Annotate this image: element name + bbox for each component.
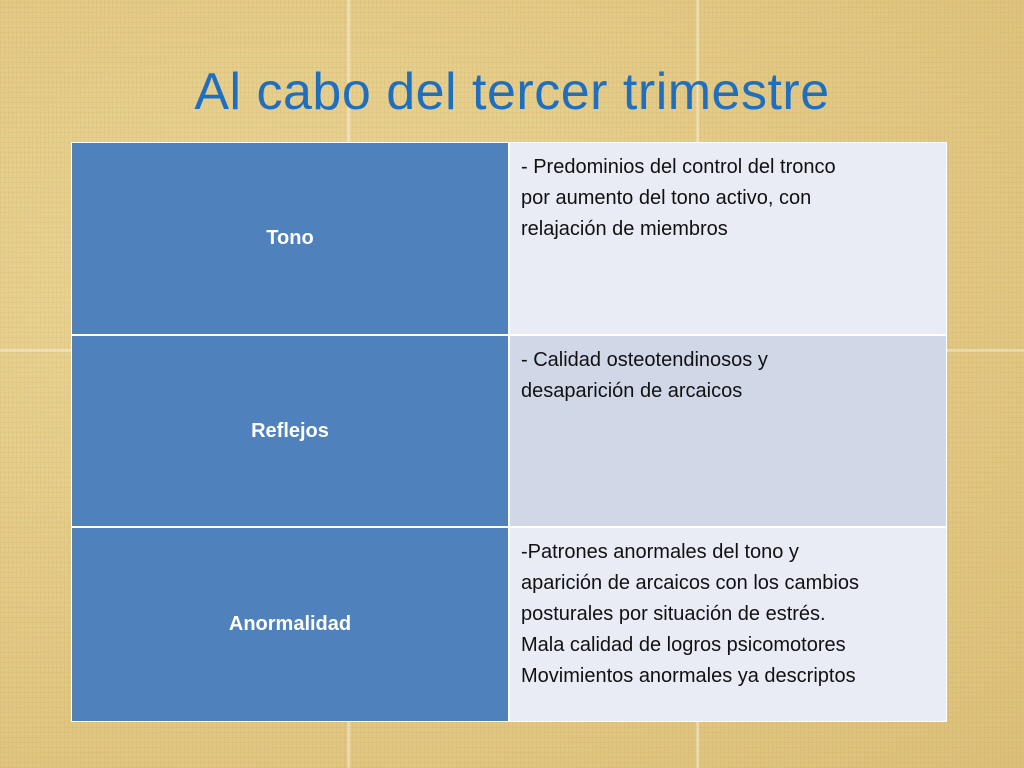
row-label-tono: Tono xyxy=(72,143,508,334)
slide-title: Al cabo del tercer trimestre xyxy=(194,63,830,121)
row-label-reflejos: Reflejos xyxy=(72,336,508,526)
row-description-anormalidad: -Patrones anormales del tono y aparición de arcaicos con los cambios posturales por situación de estrés. Mala calidad de logros psicomotores Movimientos anormales ya descriptos xyxy=(510,528,946,721)
content-table xyxy=(71,142,947,722)
row-description-reflejos: - Calidad osteotendinosos y desaparición de arcaicos xyxy=(510,336,946,526)
row-label-anormalidad: Anormalidad xyxy=(72,528,508,721)
row-description-tono: - Predominios del control del tronco por aumento del tono activo, con relajación de miembros xyxy=(510,143,946,334)
